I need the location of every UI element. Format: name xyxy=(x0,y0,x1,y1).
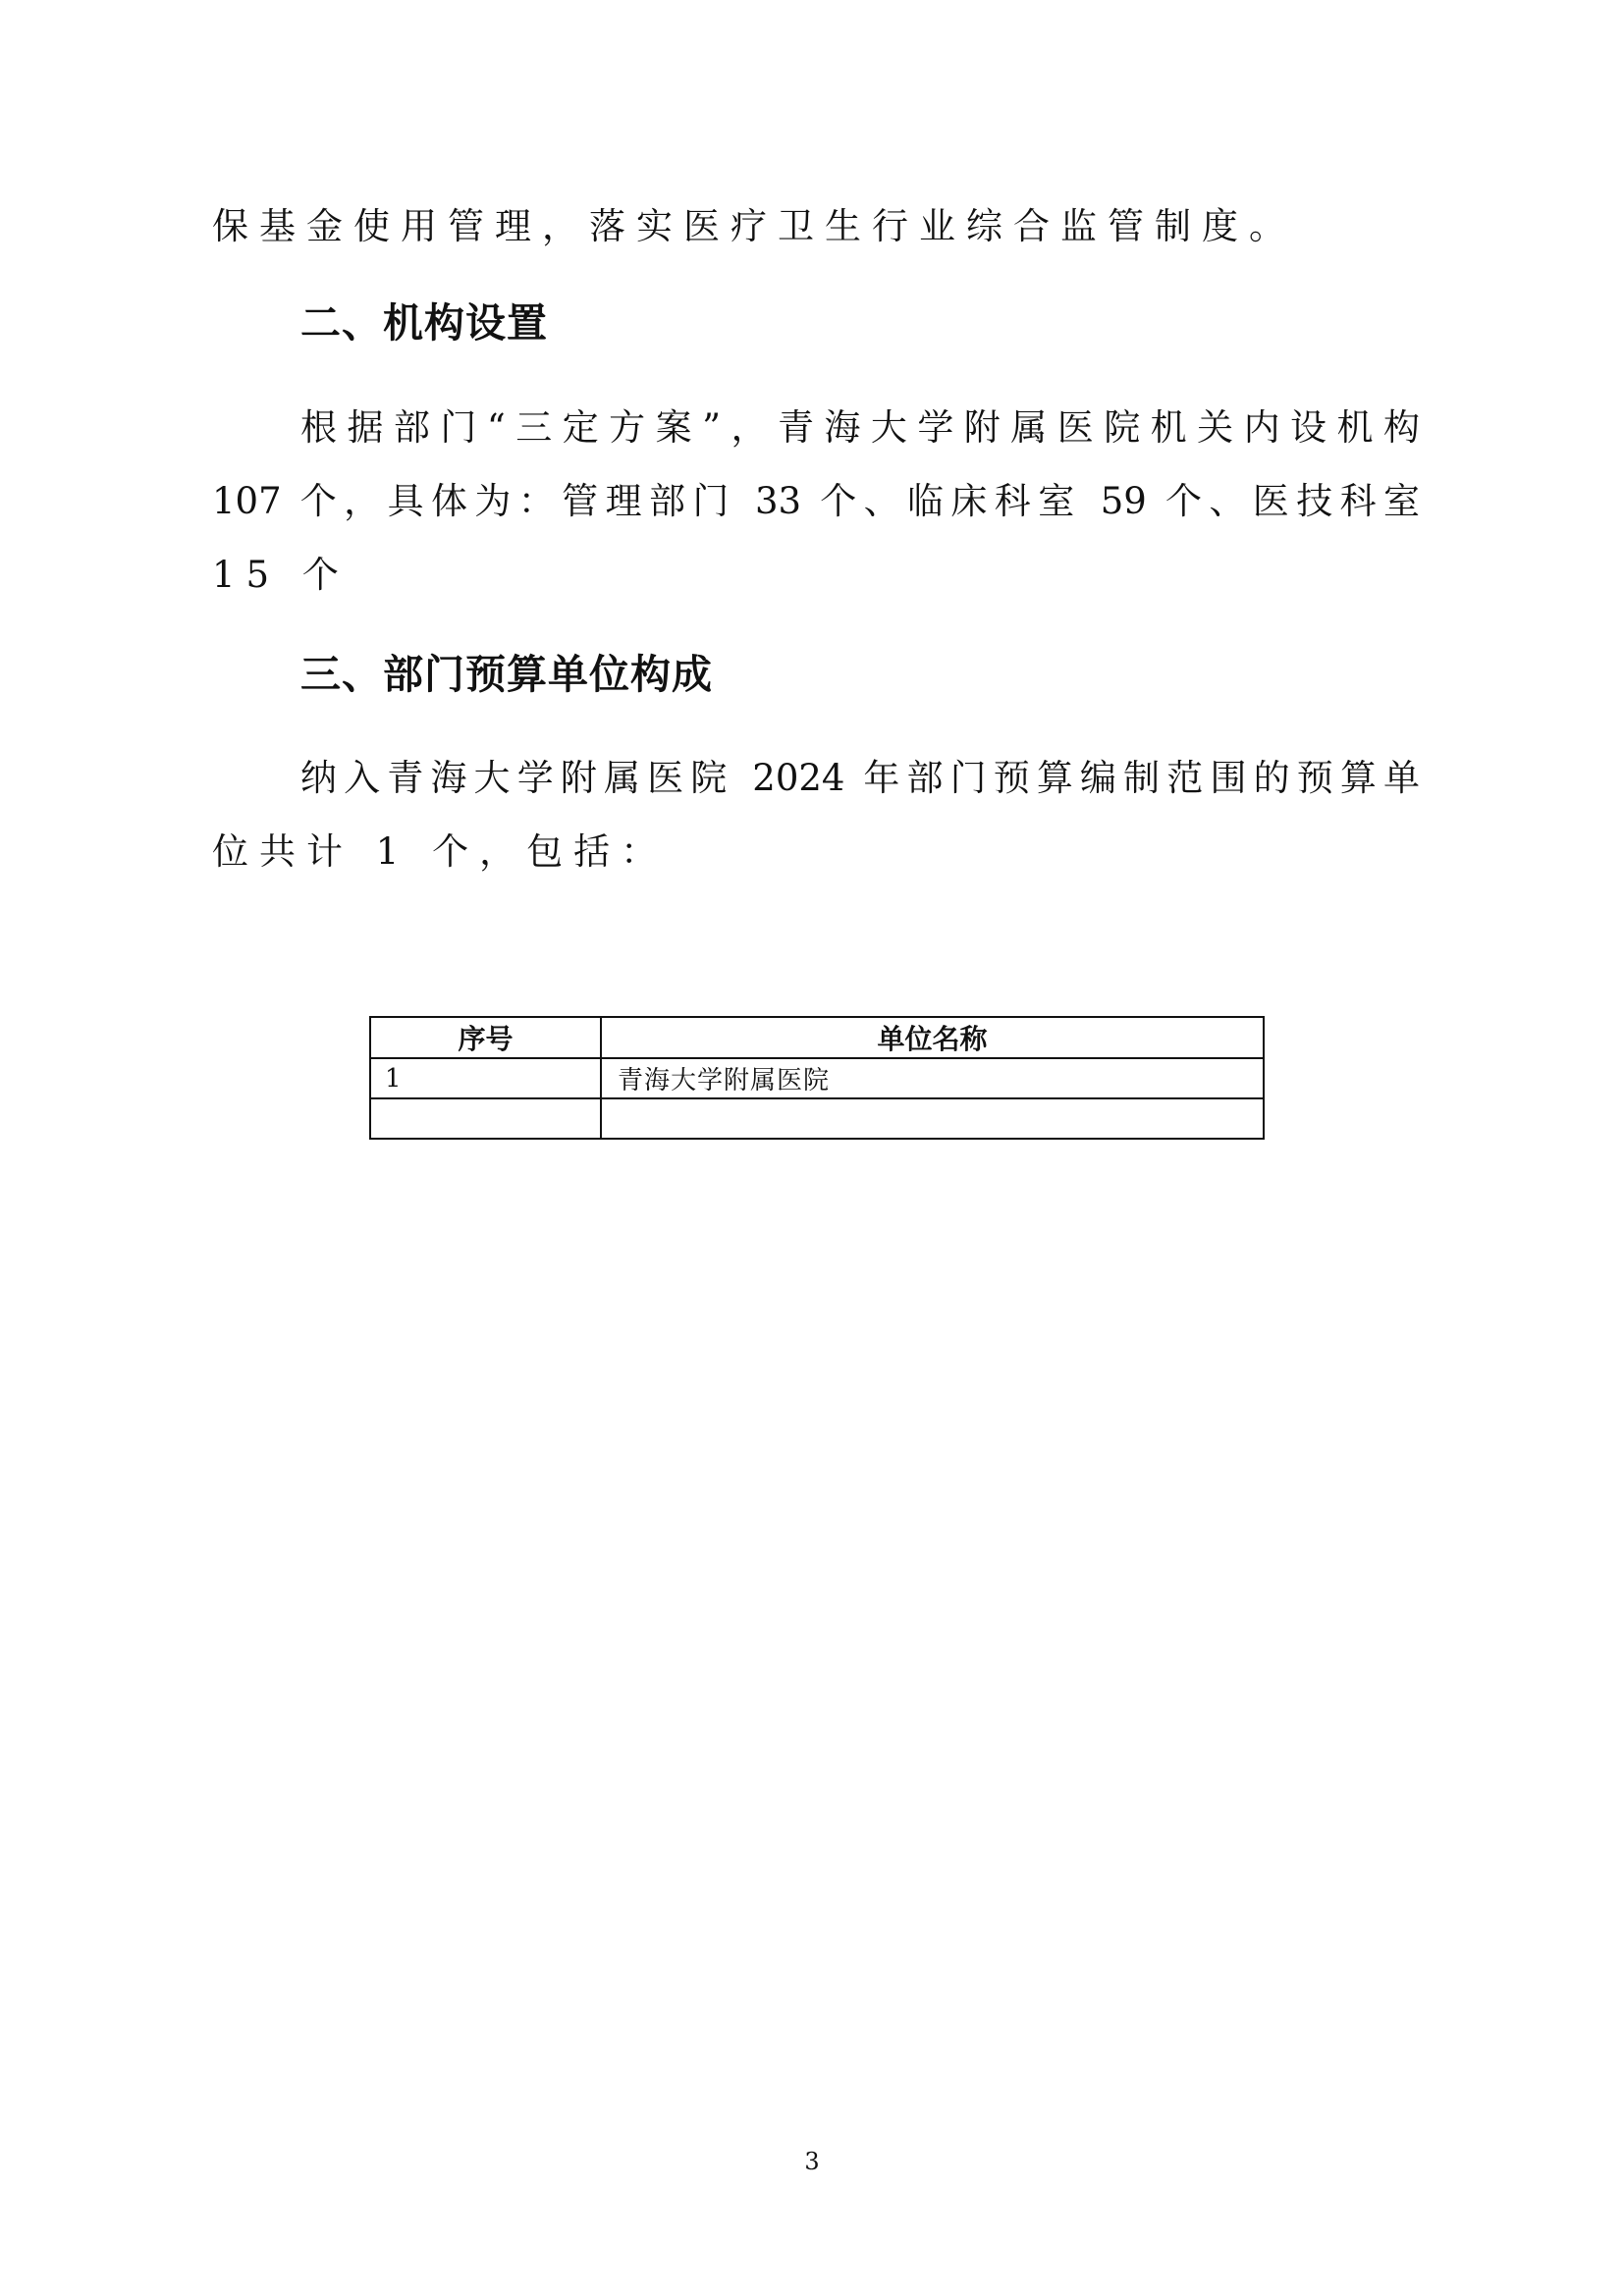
section3-line-2: 位共计 1 个，包括： xyxy=(212,830,669,873)
header-serial-number: 序号 xyxy=(370,1017,601,1058)
section-heading-institution-setup: 二、机构设置 xyxy=(300,299,548,347)
paragraph-continuation: 保基金使用管理，落实医疗卫生行业综合监管制度。 xyxy=(212,205,1296,247)
section2-line-2: 107 个，具体为：管理部门 33 个、临床科室 59 个、医技科室 xyxy=(212,480,1420,522)
section3-line-1: 纳入青海大学附属医院 2024 年部门预算编制范围的预算单 xyxy=(300,757,1420,799)
header-unit-name: 单位名称 xyxy=(601,1017,1264,1058)
section2-line-3: 15 个 xyxy=(212,554,350,596)
section-heading-budget-units: 三、部门预算单位构成 xyxy=(300,651,713,698)
page-number: 3 xyxy=(804,2148,820,2175)
section2-line-1: 根据部门“三定方案”，青海大学附属医院机关内设机构 xyxy=(300,406,1420,449)
table-header-row xyxy=(370,1017,1264,1058)
cell-serial-number: 1 xyxy=(370,1058,601,1098)
cell-unit-name xyxy=(601,1098,1264,1139)
cell-serial-number xyxy=(370,1098,601,1139)
budget-units-table xyxy=(369,1016,1265,1140)
cell-unit-name: 青海大学附属医院 xyxy=(601,1058,1264,1098)
table-row xyxy=(370,1098,1264,1139)
table-row xyxy=(370,1058,1264,1098)
